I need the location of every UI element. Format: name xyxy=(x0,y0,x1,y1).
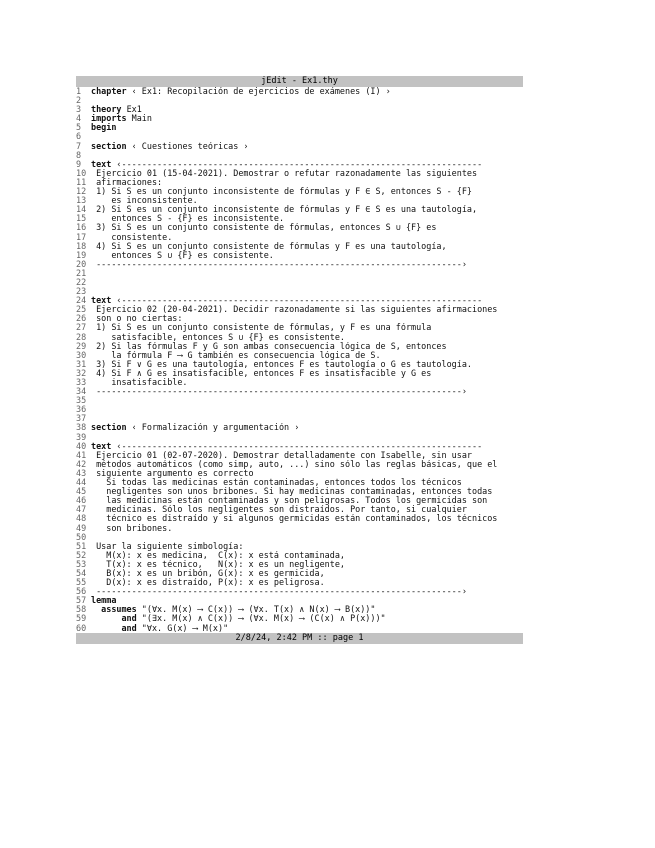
line-number: 46 xyxy=(76,495,87,506)
line-number: 18 xyxy=(76,240,87,251)
code-line xyxy=(76,469,523,478)
code-text xyxy=(91,469,523,478)
line-number: 19 xyxy=(76,249,87,260)
line-number: 21 xyxy=(76,267,87,278)
line-number: 20 xyxy=(76,258,87,269)
line-text: son bribones. xyxy=(91,523,173,533)
line-number: 24 xyxy=(76,295,87,306)
editor-page xyxy=(76,76,523,644)
code-text xyxy=(91,142,523,151)
line-text: entonces S ∪ {F} es consistente. xyxy=(91,250,274,260)
line-number: 54 xyxy=(76,567,87,578)
line-text: Ejercicio 02 (20-04-2021). Decidir razonadamente si las siguientes afirmaciones xyxy=(91,305,498,315)
line-number: 50 xyxy=(76,531,87,542)
code-line xyxy=(76,614,523,623)
code-line xyxy=(76,505,523,514)
line-number: 8 xyxy=(76,149,82,160)
code-text xyxy=(91,569,523,578)
code-line xyxy=(76,151,523,160)
line-number: 23 xyxy=(76,286,87,297)
code-line xyxy=(76,496,523,505)
code-line xyxy=(76,178,523,187)
line-number: 26 xyxy=(76,313,87,324)
line-text: satisfacible, entonces S ∪ {F} es consistente. xyxy=(91,332,345,342)
line-text: Ex1 xyxy=(121,105,142,115)
line-number: 6 xyxy=(76,131,82,142)
code-line xyxy=(76,187,523,196)
keyword: text xyxy=(91,296,112,306)
footer-bar: 2/8/24, 2:42 PM :: page 1 xyxy=(76,633,523,644)
code-text xyxy=(91,287,523,296)
code-text xyxy=(91,132,523,141)
line-number: 45 xyxy=(76,486,87,497)
line-text: ‹ Ex1: Recopilación de ejercicios de exámenes (I) › xyxy=(126,87,391,96)
code-text xyxy=(91,423,523,432)
code-text xyxy=(91,323,523,332)
line-text: Si todas las medicinas están contaminadas, entonces todos los técnicos xyxy=(91,478,462,488)
code-text xyxy=(91,460,523,469)
code-line xyxy=(76,214,523,223)
code-text xyxy=(91,205,523,214)
line-number: 47 xyxy=(76,504,87,515)
code-text xyxy=(91,242,523,251)
code-line xyxy=(76,624,523,633)
line-text: es inconsistente. xyxy=(91,196,198,206)
code-text xyxy=(91,342,523,351)
line-text: "∀x. G(x) ⟶ M(x)" xyxy=(136,623,229,633)
line-number: 55 xyxy=(76,577,87,588)
code-line xyxy=(76,169,523,178)
code-line xyxy=(76,587,523,596)
code-text xyxy=(91,260,523,269)
code-line xyxy=(76,260,523,269)
keyword: text xyxy=(91,159,112,169)
code-text xyxy=(91,496,523,505)
code-text xyxy=(91,333,523,342)
line-text: entonces S - {F} es inconsistente. xyxy=(91,214,285,224)
line-number: 17 xyxy=(76,231,87,242)
code-line xyxy=(76,223,523,232)
code-text xyxy=(91,542,523,551)
line-number: 25 xyxy=(76,304,87,315)
line-text: consistente. xyxy=(91,232,173,242)
code-text xyxy=(91,505,523,514)
code-text xyxy=(91,378,523,387)
code-line xyxy=(76,451,523,460)
code-text xyxy=(91,524,523,533)
code-line xyxy=(76,487,523,496)
line-number: 15 xyxy=(76,213,87,224)
line-number: 53 xyxy=(76,558,87,569)
keyword: assumes xyxy=(91,605,137,615)
code-text xyxy=(91,305,523,314)
keyword: theory xyxy=(91,105,122,115)
code-lines xyxy=(76,87,523,633)
line-number: 11 xyxy=(76,176,87,187)
code-line xyxy=(76,378,523,387)
line-number: 3 xyxy=(76,104,82,115)
keyword: lemma xyxy=(91,596,117,606)
code-line xyxy=(76,342,523,351)
code-text xyxy=(91,596,523,605)
line-number: 37 xyxy=(76,413,87,424)
code-text xyxy=(91,233,523,242)
code-line xyxy=(76,323,523,332)
code-line xyxy=(76,296,523,305)
line-number: 44 xyxy=(76,477,87,488)
code-text xyxy=(91,533,523,542)
line-text: afirmaciones: xyxy=(91,177,163,187)
code-line xyxy=(76,351,523,360)
keyword: section xyxy=(91,141,127,151)
line-number: 12 xyxy=(76,186,87,197)
code-line xyxy=(76,196,523,205)
code-text xyxy=(91,551,523,560)
code-text xyxy=(91,96,523,105)
line-number: 29 xyxy=(76,340,87,351)
line-text: ‹ Cuestiones teóricas › xyxy=(126,141,249,151)
line-number: 1 xyxy=(76,86,82,96)
line-number: 35 xyxy=(76,395,87,406)
code-text xyxy=(91,451,523,460)
code-line xyxy=(76,369,523,378)
code-line xyxy=(76,514,523,523)
line-text: B(x): x es un bribón, G(x): x es germicida, xyxy=(91,568,325,578)
line-number: 41 xyxy=(76,449,87,460)
code-line xyxy=(76,269,523,278)
code-text xyxy=(91,214,523,223)
line-text: ------------------------------------------------------------------------› xyxy=(91,587,467,597)
code-text xyxy=(91,387,523,396)
keyword: text xyxy=(91,441,112,451)
code-line xyxy=(76,542,523,551)
line-number: 34 xyxy=(76,386,87,397)
code-line xyxy=(76,569,523,578)
code-text xyxy=(91,560,523,569)
code-line xyxy=(76,460,523,469)
line-text: insatisfacible. xyxy=(91,378,188,387)
code-line xyxy=(76,524,523,533)
line-number: 14 xyxy=(76,204,87,215)
line-text: las medicinas están contaminadas y son peligrosas. Todos los germicidas son xyxy=(91,496,488,506)
line-text: "(∃x. M(x) ∧ C(x)) ⟶ (∀x. M(x) ⟶ (C(x) ∧ P(x)))" xyxy=(136,614,386,624)
code-line xyxy=(76,114,523,123)
line-number: 9 xyxy=(76,158,82,169)
code-text xyxy=(91,624,523,633)
code-text xyxy=(91,269,523,278)
line-text: 2) Si las fórmulas F y G son ambas consecuencia lógica de S, entonces xyxy=(91,341,447,351)
line-number: 22 xyxy=(76,276,87,287)
code-line xyxy=(76,242,523,251)
code-text xyxy=(91,478,523,487)
line-text: D(x): x es distraído, P(x): x es peligrosa. xyxy=(91,578,325,588)
line-text: negligentes son unos bribones. Si hay medicinas contaminadas, entonces todas xyxy=(91,487,493,497)
line-text: ‹----------------------------------------------------------------------- xyxy=(111,441,483,451)
code-line xyxy=(76,278,523,287)
line-text: Usar la siguiente simbología: xyxy=(91,541,244,551)
code-text xyxy=(91,160,523,169)
code-line xyxy=(76,160,523,169)
code-text xyxy=(91,614,523,623)
code-line xyxy=(76,423,523,432)
line-text: Ejercicio 01 (02-07-2020). Demostrar detalladamente con Isabelle, sin usar xyxy=(91,450,472,460)
code-text xyxy=(91,87,523,96)
code-text xyxy=(91,514,523,523)
line-number: 36 xyxy=(76,404,87,415)
code-text xyxy=(91,251,523,260)
code-line xyxy=(76,560,523,569)
code-line xyxy=(76,287,523,296)
code-line xyxy=(76,233,523,242)
line-text: 4) Si S es un conjunto consistente de fórmulas y F es una tautología, xyxy=(91,241,447,251)
code-line xyxy=(76,605,523,614)
keyword: imports xyxy=(91,114,127,124)
code-text xyxy=(91,578,523,587)
line-number: 40 xyxy=(76,440,87,451)
line-number: 7 xyxy=(76,140,82,151)
line-text: M(x): x es medicina, C(x): x está contaminada, xyxy=(91,550,345,560)
code-text xyxy=(91,587,523,596)
line-text: técnico es distraído y si algunos germicidas están contaminados, los técnicos xyxy=(91,514,498,524)
code-line xyxy=(76,405,523,414)
line-text: ‹----------------------------------------------------------------------- xyxy=(111,159,483,169)
code-line xyxy=(76,96,523,105)
line-text: Main xyxy=(126,114,152,124)
code-text xyxy=(91,114,523,123)
line-text: Ejercicio 01 (15-04-2021). Demostrar o refutar razonadamente las siguientes xyxy=(91,168,478,178)
line-number: 58 xyxy=(76,604,87,615)
line-text: ‹----------------------------------------------------------------------- xyxy=(111,296,483,306)
line-text: T(x): x es técnico, N(x): x es un negligente, xyxy=(91,559,345,569)
code-text xyxy=(91,278,523,287)
code-text xyxy=(91,433,523,442)
code-text xyxy=(91,360,523,369)
line-text: ‹ Formalización y argumentación › xyxy=(126,423,300,433)
code-text xyxy=(91,396,523,405)
line-number: 5 xyxy=(76,122,82,133)
header-bar: jEdit - Ex1.thy xyxy=(76,76,523,87)
line-number: 42 xyxy=(76,458,87,469)
line-number: 43 xyxy=(76,467,87,478)
code-line xyxy=(76,414,523,423)
code-line xyxy=(76,578,523,587)
code-line xyxy=(76,333,523,342)
code-line xyxy=(76,205,523,214)
line-number: 52 xyxy=(76,549,87,560)
keyword: and xyxy=(91,623,137,633)
code-line xyxy=(76,396,523,405)
line-number: 39 xyxy=(76,431,87,442)
line-number: 31 xyxy=(76,358,87,369)
code-text xyxy=(91,605,523,614)
code-text xyxy=(91,405,523,414)
line-text: ------------------------------------------------------------------------› xyxy=(91,387,467,397)
line-number: 27 xyxy=(76,322,87,333)
line-number: 2 xyxy=(76,95,82,106)
code-text xyxy=(91,369,523,378)
line-number: 56 xyxy=(76,586,87,597)
line-text: "(∀x. M(x) ⟶ C(x)) ⟶ (∀x. T(x) ∧ N(x) ⟶ B(x))" xyxy=(136,605,376,615)
code-text xyxy=(91,223,523,232)
code-text xyxy=(91,105,523,114)
code-line xyxy=(76,360,523,369)
code-text xyxy=(91,196,523,205)
line-number: 60 xyxy=(76,622,87,633)
code-line xyxy=(76,551,523,560)
code-text xyxy=(91,314,523,323)
code-line xyxy=(76,123,523,132)
code-line xyxy=(76,87,523,96)
code-line xyxy=(76,442,523,451)
code-line xyxy=(76,105,523,114)
line-text: 3) Si F ∨ G es una tautología, entonces F es tautología o G es tautología. xyxy=(91,359,472,369)
code-line xyxy=(76,533,523,542)
code-text xyxy=(91,123,523,132)
code-text xyxy=(91,414,523,423)
code-line xyxy=(76,596,523,605)
code-line xyxy=(76,478,523,487)
keyword: and xyxy=(91,614,137,624)
line-number: 10 xyxy=(76,167,87,178)
line-text: 4) Si F ∧ G es insatisfacible, entonces F es insatisfacible y G es xyxy=(91,368,432,378)
line-text: siguiente argumento es correcto xyxy=(91,468,254,478)
code-text xyxy=(91,442,523,451)
code-text xyxy=(91,178,523,187)
line-number: 48 xyxy=(76,513,87,524)
line-number: 32 xyxy=(76,367,87,378)
line-number: 59 xyxy=(76,613,87,624)
code-line xyxy=(76,305,523,314)
code-line xyxy=(76,251,523,260)
code-text xyxy=(91,487,523,496)
code-line xyxy=(76,433,523,442)
line-number: 49 xyxy=(76,522,87,533)
line-text: 1) Si S es un conjunto inconsistente de fórmulas y F ∈ S, entonces S - {F} xyxy=(91,187,472,197)
line-number: 16 xyxy=(76,222,87,233)
line-number: 33 xyxy=(76,377,87,387)
line-number: 57 xyxy=(76,595,87,606)
line-number: 51 xyxy=(76,540,87,551)
line-text: 2) Si S es un conjunto inconsistente de fórmulas y F ∈ S es una tautología, xyxy=(91,205,478,215)
keyword: chapter xyxy=(91,87,127,96)
line-number: 30 xyxy=(76,349,87,360)
code-line xyxy=(76,387,523,396)
line-number: 4 xyxy=(76,113,82,124)
line-text: medicinas. Sólo los negligentes son distraídos. Por tanto, si cualquier xyxy=(91,505,467,515)
code-line xyxy=(76,132,523,141)
line-number: 13 xyxy=(76,195,87,206)
code-text xyxy=(91,169,523,178)
line-number: 28 xyxy=(76,331,87,342)
code-line xyxy=(76,314,523,323)
code-text xyxy=(91,187,523,196)
code-line xyxy=(76,142,523,151)
line-text: son o no ciertas: xyxy=(91,314,183,324)
keyword: section xyxy=(91,423,127,433)
line-text: métodos automáticos (como simp, auto, ...) sino sólo las reglas básicas, que el xyxy=(91,459,498,469)
keyword: begin xyxy=(91,123,117,133)
code-text xyxy=(91,151,523,160)
line-number: 38 xyxy=(76,422,87,433)
line-text: 1) Si S es un conjunto consistente de fórmulas, y F es una fórmula xyxy=(91,323,432,333)
line-text: la fórmula F ⟶ G también es consecuencia lógica de S. xyxy=(91,350,381,360)
line-text: 3) Si S es un conjunto consistente de fórmulas, entonces S ∪ {F} es xyxy=(91,223,437,233)
code-text xyxy=(91,351,523,360)
code-text xyxy=(91,296,523,305)
line-text: ------------------------------------------------------------------------› xyxy=(91,259,467,269)
